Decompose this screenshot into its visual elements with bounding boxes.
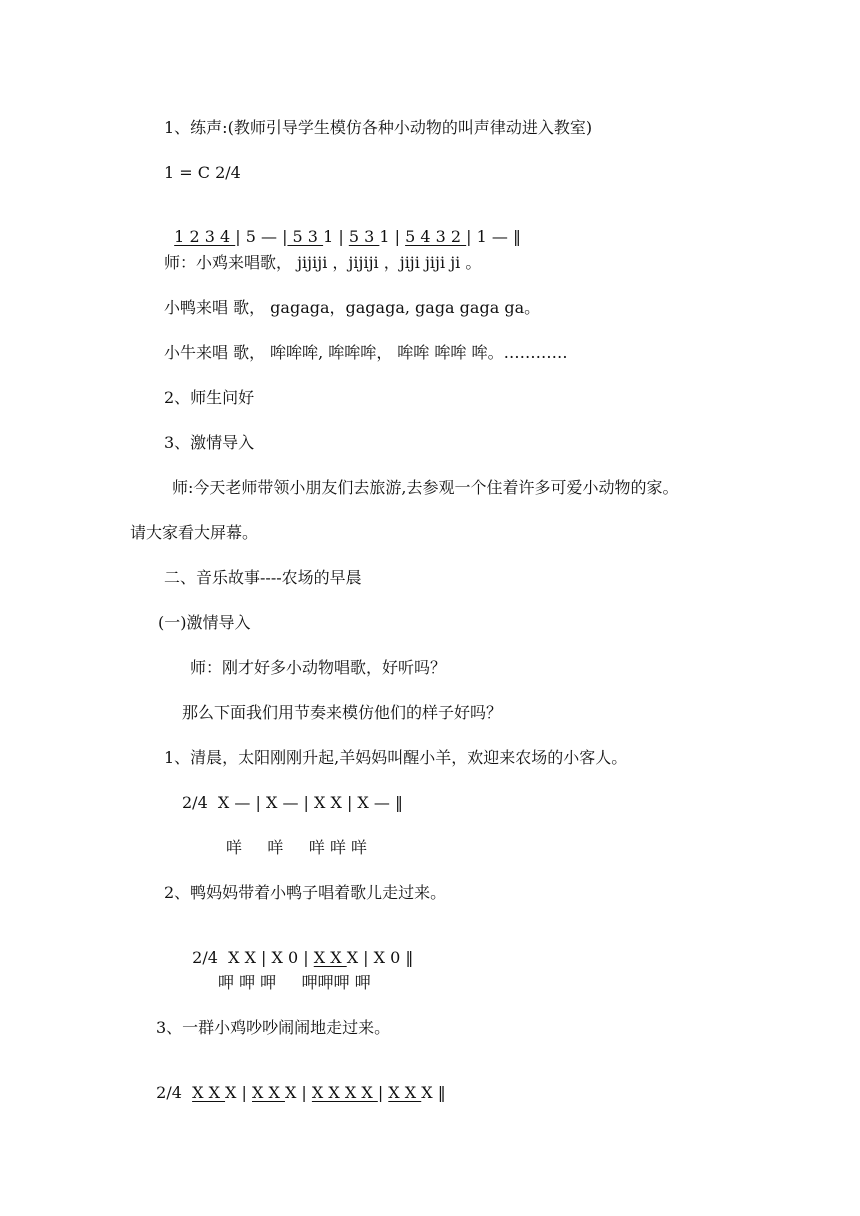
bar-segment: 1 | (379, 227, 406, 246)
greeting-heading: 2、师生问好 (164, 388, 255, 407)
bar-segment: X | (284, 1083, 312, 1102)
scene-two: 2、鸭妈妈带着小鸭子唱着歌儿走过来。 (164, 883, 447, 902)
bar-segment: X | (225, 1083, 252, 1102)
section-two-heading: 二、音乐故事----农场的早晨 (164, 568, 362, 587)
note-group: X X (313, 948, 347, 967)
bar-segment: X ‖ (421, 1083, 446, 1102)
rhythm-three (146, 1063, 446, 1103)
note-group: X X X X (311, 1083, 378, 1102)
intro-heading: 3、激情导入 (164, 433, 255, 452)
bar-segment: | 1 — ‖ (466, 227, 521, 246)
key-signature: 1 = C 2/4 (164, 163, 241, 182)
rhythm-one: 2/4 X — | X — | X X | X — ‖ (182, 793, 403, 812)
subsection-heading: (一)激情导入 (158, 613, 251, 632)
note-group: 5 4 3 2 (405, 227, 467, 246)
bar-segment: | (377, 1083, 389, 1102)
teacher-intro-cont: 请大家看大屏幕。 (130, 523, 259, 542)
bar-segment: X | X 0 ‖ (346, 948, 414, 967)
teacher-question: 师：刚才好多小动物唱歌，好听吗？ (190, 658, 447, 677)
scene-three: 3、一群小鸡吵吵闹闹地走过来。 (156, 1018, 391, 1037)
rhythm-two-lyrics: 呷 呷 呷 呷呷呷 呷 (218, 973, 371, 992)
note-group: 5 3 (287, 227, 324, 246)
rhythm-two (182, 928, 413, 968)
practice-heading: 1、练声:(教师引导学生模仿各种小动物的叫声律动进入教室) (164, 118, 593, 137)
note-group: X X (252, 1083, 285, 1102)
duck-line: 小鸭来唱 歌， gagaga，gagaga, gaga gaga ga。 (164, 298, 541, 317)
note-group: 5 3 (348, 227, 380, 246)
cow-line: 小牛来唱 歌， 哞哞哞, 哞哞哞， 哞哞 哞哞 哞。………… (164, 343, 568, 362)
teacher-intro: 师:今天老师带领小朋友们去旅游,去参观一个住着许多可爱小动物的家。 (172, 478, 679, 497)
bar-segment: | 5 — | (235, 227, 288, 246)
note-group: X X (388, 1083, 422, 1102)
bar-segment: 1 | (323, 227, 349, 246)
scene-one: 1、清晨，太阳刚刚升起,羊妈妈叫醒小羊，欢迎来农场的小客人。 (164, 748, 628, 767)
bar-segment: 2/4 X X | X 0 | (192, 948, 314, 967)
rhythm-one-lyrics: 咩 咩 咩 咩 咩 (226, 838, 368, 857)
teacher-question-2: 那么下面我们用节奏来模仿他们的样子好吗？ (182, 703, 503, 722)
note-group: X X (192, 1083, 226, 1102)
note-group: 1 2 3 4 (174, 227, 236, 246)
melody-notation (164, 207, 521, 247)
chick-line: 师：小鸡来唱歌， jijiji ，jijiji ，jiji jiji ji 。 (164, 253, 482, 272)
bar-segment: 2/4 (156, 1083, 193, 1102)
